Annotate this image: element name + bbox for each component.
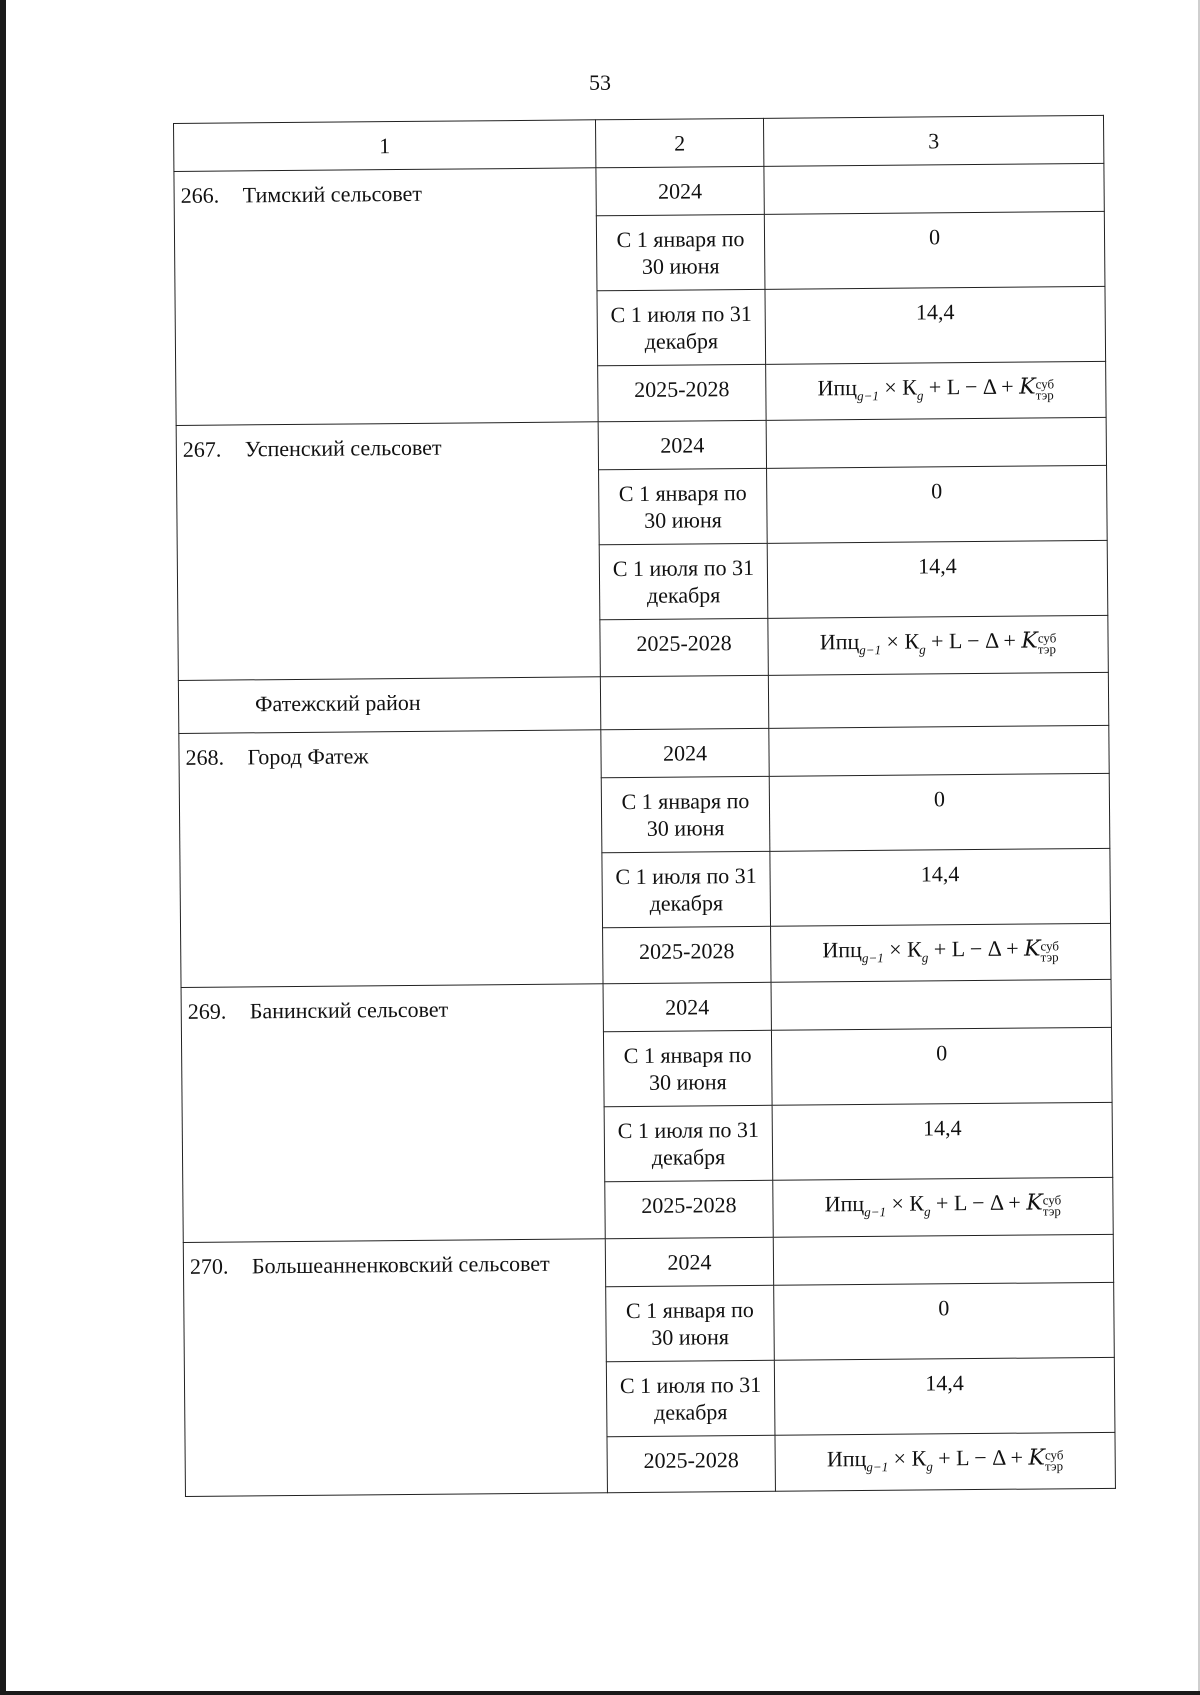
formula-base: Ипц [824,1191,865,1217]
formula-k: К [909,1190,925,1216]
value-cell [764,163,1104,214]
value-cell [768,616,1108,675]
value-cell [773,1178,1113,1237]
settlement-name: Тимский сельсовет [242,180,423,208]
price-index-formula [819,628,1057,658]
formula-rest: + L − Δ + [925,628,1022,654]
period-cell: 2025-2028 [598,364,766,422]
formula-base-subscript: g−1 [866,1458,889,1474]
formula-k: К [906,936,922,962]
settlement-cell [176,422,600,680]
value-cell [771,980,1111,1031]
scan-edge-bottom [0,1691,1200,1695]
period-cell: 2025-2028 [600,619,768,677]
formula-kter-superscript: суб [1037,630,1057,646]
formula-base-subscript: g−1 [856,388,879,404]
formula-rest: + L − Δ + [930,1189,1027,1216]
price-index-formula [822,935,1060,966]
settlement-number: 266. [180,182,220,208]
formula-k-subscript: g [926,1458,933,1474]
value-cell [766,418,1106,469]
formula-base-subscript: g−1 [859,642,882,658]
district-cell [178,677,600,734]
formula-kter-subscript: тэр [1037,641,1057,657]
formula-kter-scripts [1040,938,1060,965]
formula-kter: K [1023,936,1041,962]
value-cell [773,1234,1113,1285]
formula-base: Ипц [826,1445,867,1471]
formula-times: × [880,629,905,655]
value-cell: 14,4 [765,286,1106,364]
formula-kter-subscript: тэр [1040,949,1059,965]
formula-times: × [887,1445,912,1471]
period-cell: С 1 января по 30 июня [603,1030,772,1106]
table-row [179,725,1109,781]
settlement-name: Банинский сельсовет [249,996,449,1024]
formula-kter-superscript: суб [1040,938,1060,954]
formula-kter: K [1026,1190,1043,1216]
settlement-name: Большеанненковский сельсовет [251,1250,550,1278]
formula-kter-scripts [1037,630,1057,657]
period-cell: 2024 [605,1237,773,1286]
period-cell: С 1 января по 30 июня [599,469,768,545]
period-cell: С 1 января по 30 июня [606,1285,775,1361]
settlement-name: Успенский сельсовет [244,435,442,462]
formula-base: Ипц [819,629,860,655]
price-index-formula [817,373,1055,404]
formula-rest: + L − Δ + [932,1444,1029,1470]
table-row [181,980,1111,1036]
formula-rest: + L − Δ + [923,373,1020,400]
period-cell: 2025-2028 [607,1435,775,1493]
settlement-cell [179,730,603,988]
settlement-number: 268. [185,744,225,770]
value-cell: 0 [769,773,1110,851]
formula-kter-superscript: суб [1035,376,1055,392]
period-cell: С 1 июля по 31 декабря [599,544,768,620]
formula-k-subscript: g [919,642,926,658]
scan-edge-left [0,0,6,1695]
period-cell: 2024 [598,421,766,470]
period-cell: 2024 [603,982,771,1031]
value-cell: 14,4 [767,541,1108,619]
formula-times: × [883,936,908,962]
period-cell: С 1 июля по 31 декабря [597,289,766,365]
value-cell: 14,4 [770,848,1111,926]
price-index-formula [824,1189,1062,1220]
formula-base-subscript: g−1 [864,1204,887,1220]
formula-kter-subscript: тэр [1035,387,1054,403]
header-col-1: 1 [174,120,596,172]
formula-k-subscript: g [923,1203,931,1220]
header-col-2: 2 [595,118,763,167]
formula-rest: + L − Δ + [928,935,1025,962]
period-cell: С 1 июля по 31 декабря [604,1105,773,1181]
district-value-cell [768,672,1108,728]
value-cell [766,361,1106,420]
settlement-cell [183,1238,607,1496]
formula-kter: K [1021,628,1038,655]
formula-kter-superscript: суб [1044,1446,1064,1463]
value-cell: 14,4 [772,1103,1113,1181]
formula-base: Ипц [817,375,858,401]
page-number: 53 [589,70,611,95]
settlement-number: 269. [187,998,227,1025]
settlement-number: 267. [182,436,222,463]
formula-kter: K [1028,1445,1046,1471]
period-cell: 2024 [596,166,764,215]
district-row [178,672,1108,733]
formula-times: × [885,1190,910,1216]
settlement-cell [181,984,605,1242]
formula-k-subscript: g [921,949,929,965]
formula-k: К [911,1445,927,1471]
value-cell: 0 [774,1282,1115,1360]
formula-kter-scripts [1035,376,1055,403]
formula-k: К [902,374,917,400]
period-cell: 2025-2028 [605,1180,773,1238]
period-cell: С 1 июля по 31 декабря [606,1360,775,1436]
formula-kter: K [1019,374,1036,400]
formula-kter-subscript: тэр [1042,1203,1061,1219]
formula-kter-scripts [1044,1446,1064,1474]
value-cell: 0 [767,466,1108,544]
formula-k-subscript: g [916,387,924,403]
settlement-cell [174,168,598,426]
formula-times: × [878,374,903,400]
tariff-table [173,115,1116,1497]
table-header-row [174,115,1104,171]
table-row [183,1234,1113,1290]
value-cell [771,923,1111,982]
settlement-number: 270. [189,1253,229,1279]
district-period-cell [600,675,768,729]
district-name: Фатежский район [254,689,421,717]
formula-kter-scripts [1042,1192,1062,1219]
value-cell [769,725,1109,776]
formula-kter-subscript: тэр [1044,1457,1064,1474]
formula-base: Ипц [822,936,862,963]
period-cell: С 1 июля по 31 декабря [602,851,771,927]
period-cell: С 1 января по 30 июня [596,214,765,290]
period-cell: 2024 [601,728,769,777]
value-cell: 14,4 [774,1357,1115,1435]
price-index-formula [826,1444,1064,1474]
table-row [176,418,1106,474]
settlement-name: Город Фатеж [247,743,369,770]
value-cell: 0 [764,211,1105,289]
value-cell [775,1432,1115,1491]
formula-k: К [904,628,920,655]
header-col-3: 3 [763,115,1103,166]
formula-base-subscript: g−1 [861,950,884,966]
table-row [174,163,1104,219]
period-cell: 2025-2028 [603,926,771,984]
period-cell: С 1 января по 30 июня [601,776,770,852]
value-cell: 0 [771,1028,1112,1106]
formula-kter-superscript: суб [1042,1192,1062,1208]
